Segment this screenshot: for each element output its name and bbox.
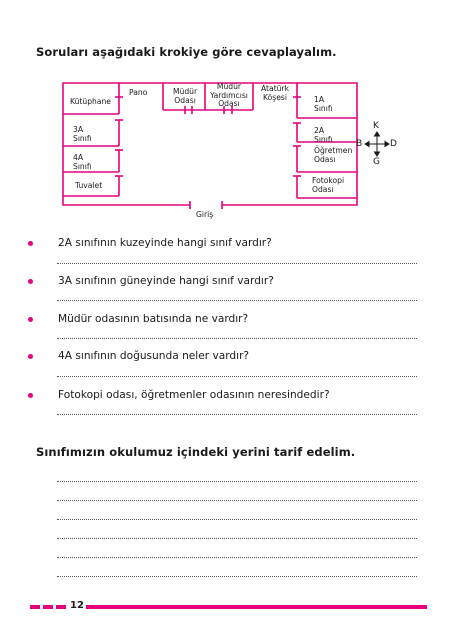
map-label-teachers-room: Öğretmen Odası (314, 146, 353, 164)
map-label-board: Pano (129, 88, 148, 97)
answer-line[interactable] (57, 263, 417, 264)
compass-east: D (390, 139, 397, 149)
footer-bar (86, 605, 427, 609)
answer-line[interactable] (57, 538, 417, 539)
bullet-icon (28, 393, 33, 398)
compass-north: K (373, 121, 379, 131)
answer-line[interactable] (57, 300, 417, 301)
answer-line[interactable] (57, 576, 417, 577)
compass-arrows-icon (355, 120, 405, 170)
map-label-principal-office: Müdür Odası (173, 87, 198, 105)
map-label-copy-room: Fotokopi Odası (312, 176, 345, 194)
answer-line[interactable] (57, 481, 417, 482)
bullet-icon (28, 279, 33, 284)
map-label-library: Kütüphane (70, 97, 111, 106)
map-label-class-4a: 4A Sınıfı (73, 153, 92, 171)
footer-accent (56, 605, 66, 609)
answer-line[interactable] (57, 557, 417, 558)
answer-line[interactable] (57, 519, 417, 520)
footer-accent (43, 605, 53, 609)
map-label-class-2a: 2A Sınıfı (314, 126, 333, 144)
bullet-icon (28, 354, 33, 359)
answer-line[interactable] (57, 338, 417, 339)
map-walls (0, 0, 457, 220)
question-text: 4A sınıfının doğusunda neler vardır? (58, 350, 250, 362)
bullet-icon (28, 317, 33, 322)
answer-line[interactable] (57, 376, 417, 377)
map-label-class-3a: 3A Sınıfı (73, 125, 92, 143)
heading-describe-class-location: Sınıfımızın okulumuz içindeki yerini tarif edelim. (36, 445, 356, 459)
compass-west: B (356, 139, 363, 149)
map-label-ataturk-corner: Atatürk Köşesi (261, 84, 290, 102)
question-text: Fotokopi odası, öğretmenler odasının neresindedir? (58, 389, 330, 401)
question-text: Müdür odasının batısında ne vardır? (58, 313, 249, 325)
footer-accent (30, 605, 40, 609)
map-label-class-1a: 1A Sınıfı (314, 95, 333, 113)
map-label-entrance: Giriş (196, 210, 214, 219)
page-number: 12 (70, 600, 84, 611)
answer-line[interactable] (57, 500, 417, 501)
bullet-icon (28, 241, 33, 246)
compass-south: G (373, 157, 380, 167)
map-label-toilet: Tuvalet (75, 181, 103, 190)
heading-instructions: Soruları aşağıdaki krokiye göre cevaplayalım. (36, 45, 337, 59)
question-text: 3A sınıfının güneyinde hangi sınıf vardır? (58, 275, 274, 287)
question-text: 2A sınıfının kuzeyinde hangi sınıf vardır? (58, 237, 272, 249)
map-label-vice-principal-office: Müdür Yardımcısı Odası (210, 82, 248, 109)
answer-line[interactable] (57, 414, 417, 415)
compass (355, 120, 405, 170)
